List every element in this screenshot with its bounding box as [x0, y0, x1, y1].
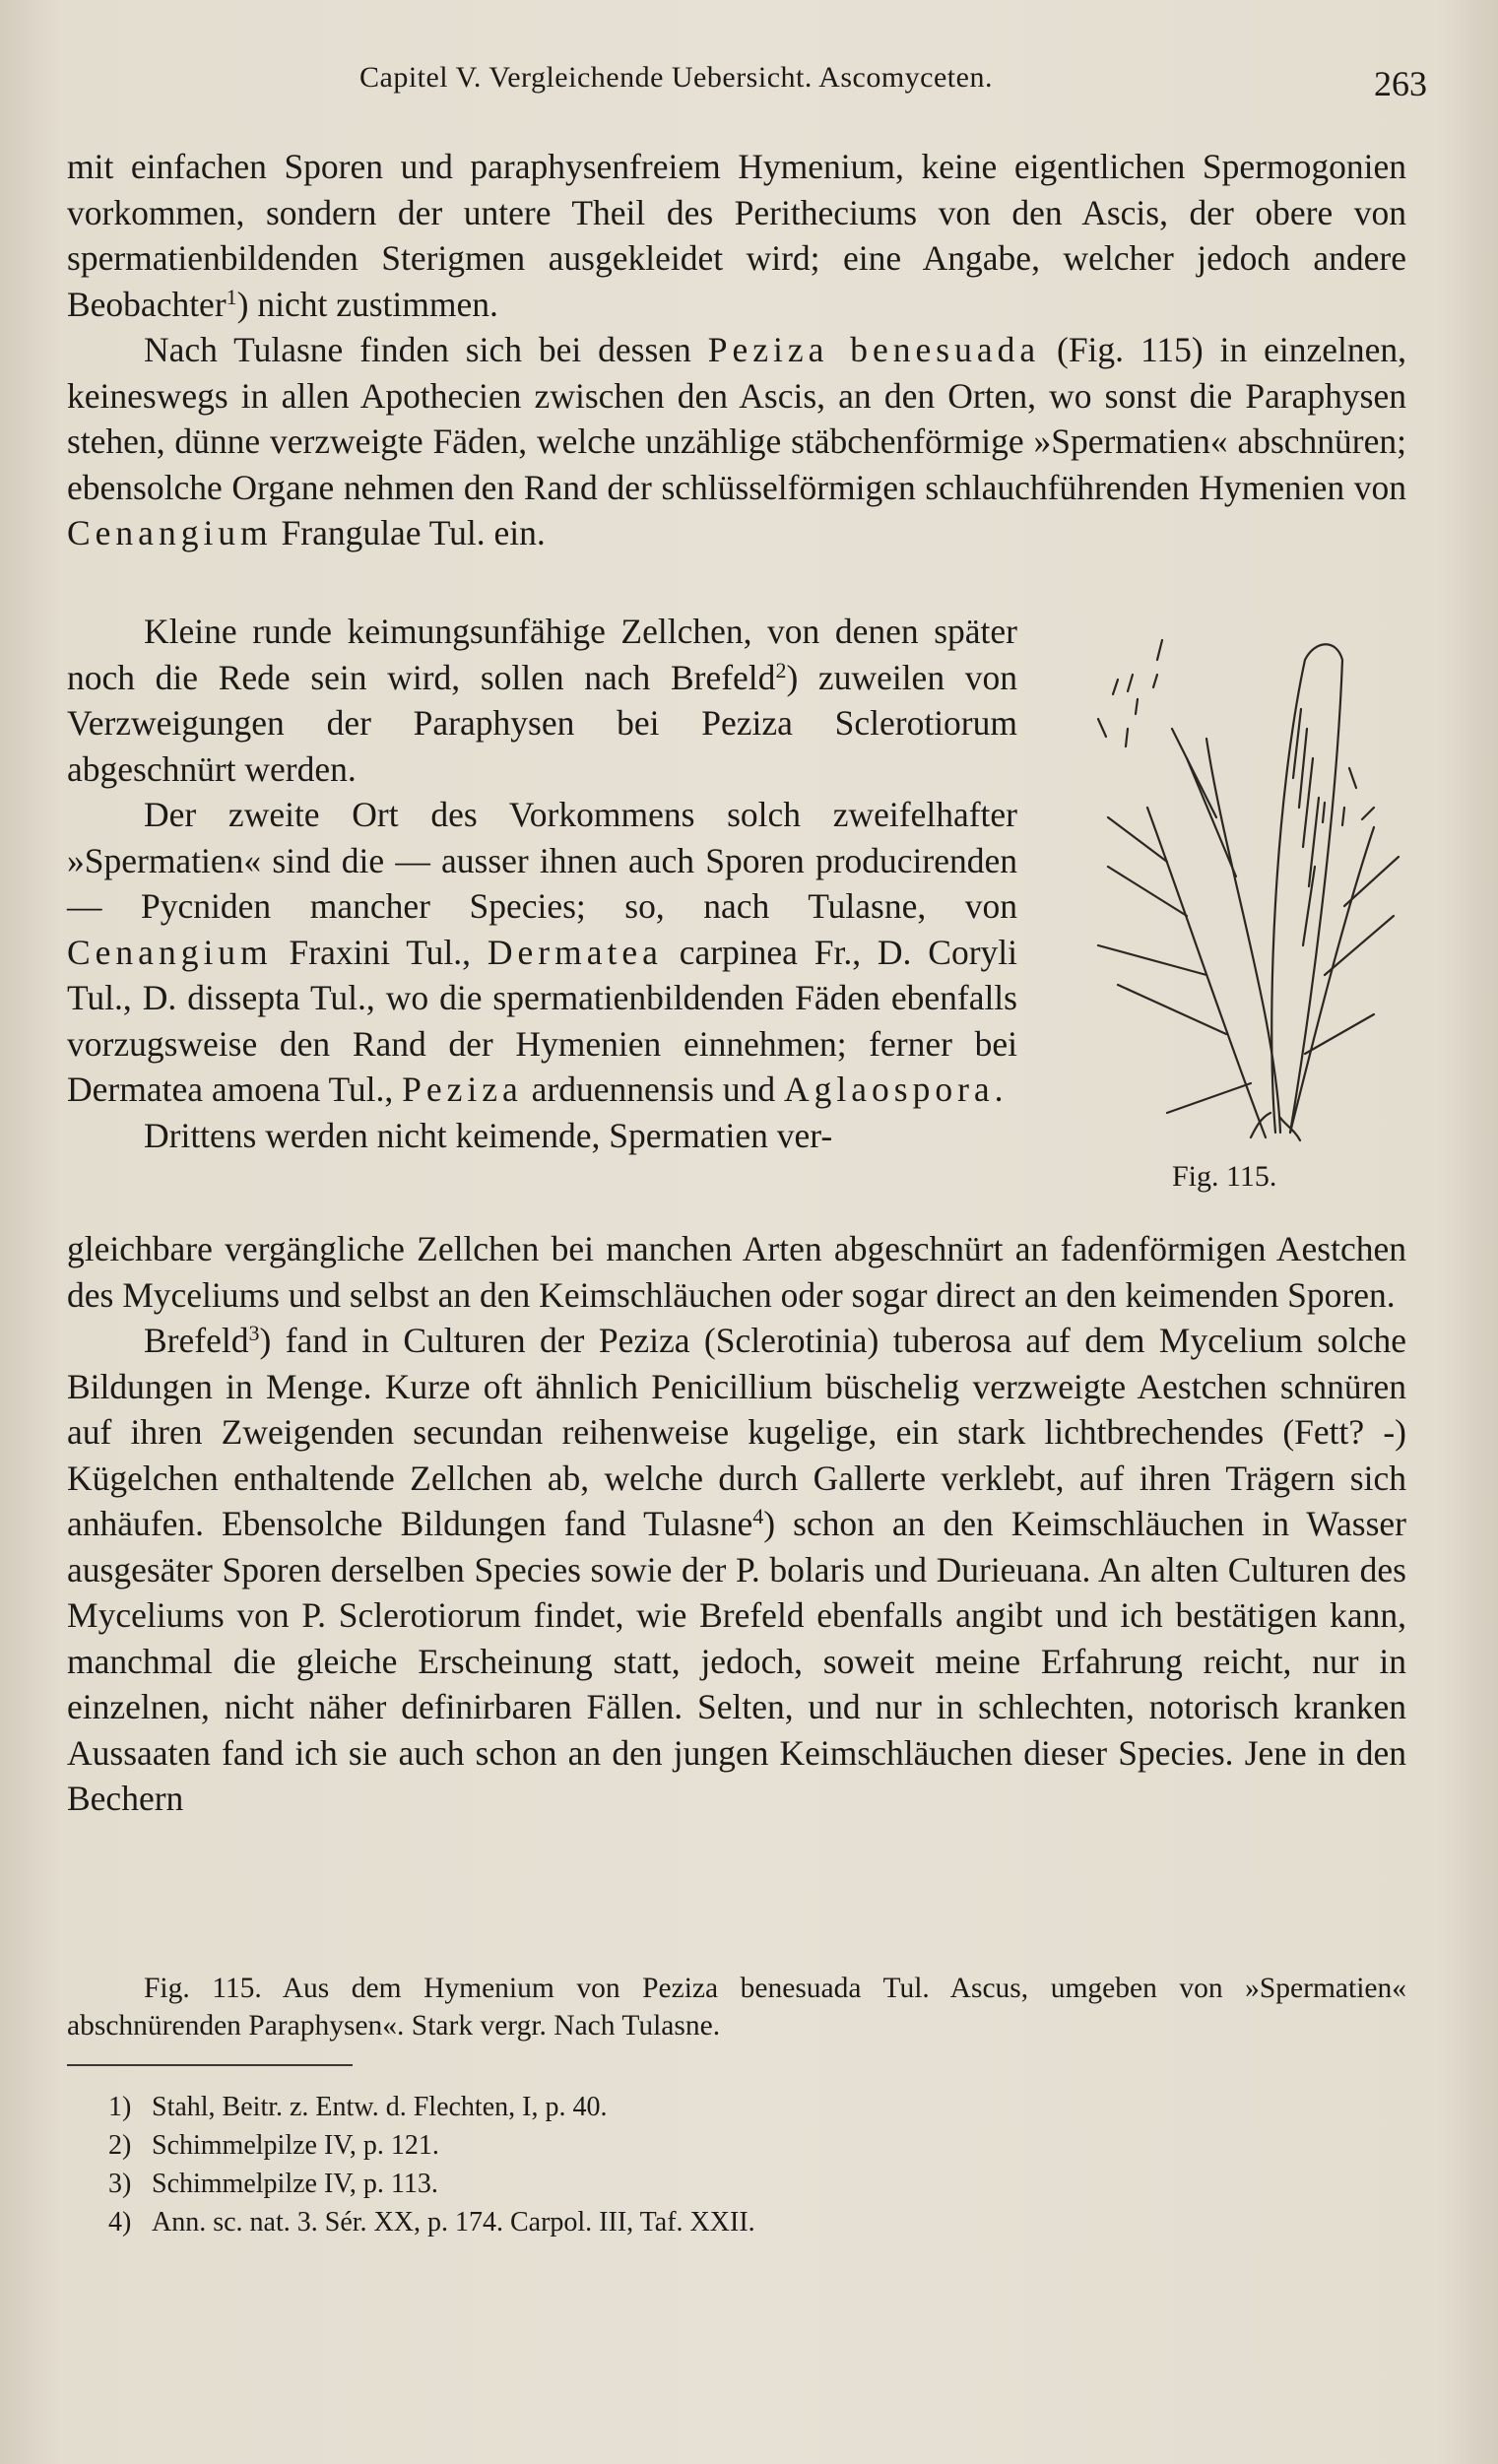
paraphysis-branch: [1147, 808, 1266, 1137]
paragraph-text: Drittens werden nicht keimende, Spermatien ver-: [144, 1115, 833, 1155]
spore-mark: [1303, 758, 1313, 847]
text-block-top: [67, 144, 1406, 556]
running-head: Capitel V. Vergleichende Uebersicht. Ascomyceten.: [359, 61, 993, 94]
paragraph-text: Der zweite Ort des Vorkommens solch zweifelhafter »Spermatien« sind die — ausser ihnen auch Sporen producirenden — Pycniden mancher Species; so, nach Tulasne, von: [67, 795, 1017, 926]
paraphysis-branch: [1118, 985, 1226, 1034]
paragraph-text: Frangulae Tul. ein.: [272, 513, 546, 552]
paraphysis-branch: [1172, 729, 1216, 817]
paragraph: [67, 1318, 1406, 1822]
paragraph-text: (Fig. 115) in einzelnen, keineswegs in allen Apothecien zwischen den Ascis, an den Orten, wo sonst die Paraphysen stehen, dünne verzweigte Fäden, welche unzählige stäbchenförmige »Spermatien« abschnüren; ebensolche Organe nehmen den Rand der schlüsselförmigen schlauchführenden Hymenien von: [67, 330, 1406, 507]
paragraph-text: carpinea Fr., D. Coryli Tul., D. dissepta Tul., wo die spermatienbildenden Fäden ebenfalls vorzugsweise den Rand der Hymenien einnehmen; ferner bei Dermatea amoena Tul.,: [67, 932, 1017, 1109]
base-fibers: [1280, 1118, 1300, 1140]
footnote-ref: 3: [248, 1321, 260, 1345]
footnote-text: Schimmelpilze IV, p. 121.: [152, 2130, 439, 2161]
paragraph: [67, 144, 1406, 327]
footnote-number: 1): [108, 2092, 132, 2122]
spermatium-mark: [1349, 768, 1356, 788]
paraphysis-branch: [1098, 945, 1206, 975]
footnote-ref: 1: [226, 284, 237, 309]
footnote-text: Ann. sc. nat. 3. Sér. XX, p. 174. Carpol. III, Taf. XXII.: [152, 2207, 755, 2237]
ascus-outline: [1271, 644, 1342, 1133]
spermatium-mark: [1323, 803, 1325, 822]
paragraph: [67, 1113, 1017, 1159]
footnote-text: Schimmelpilze IV, p. 113.: [152, 2169, 438, 2199]
paragraph-text: Brefeld: [144, 1321, 249, 1360]
paragraph-text: Nach Tulasne finden sich bei dessen: [144, 330, 708, 369]
spermatium-mark: [1153, 675, 1157, 687]
footnote-number: 2): [108, 2130, 132, 2161]
footnote: [108, 2088, 755, 2126]
page-header: [69, 57, 1427, 116]
paragraph: [67, 609, 1017, 792]
paragraph: [67, 792, 1017, 1113]
figure-caption: Fig. 115. Aus dem Hymenium von Peziza benesuada Tul. Ascus, umgeben von »Spermatien« abschnürenden Paraphysen«. Stark vergr. Nach Tulasne.: [67, 1973, 1406, 2042]
species-name: Cenangium: [67, 513, 273, 552]
footnote-ref: 2: [775, 657, 787, 682]
species-name: Aglaospora: [784, 1070, 995, 1109]
spermatium-mark: [1113, 680, 1118, 694]
paraphysis-branch: [1167, 1083, 1251, 1113]
spermatium-mark: [1136, 699, 1138, 714]
text-block-bottom: [67, 1226, 1406, 1822]
footnotes: [108, 2088, 755, 2241]
paragraph: [67, 1226, 1406, 1318]
paraphysis-branch: [1206, 739, 1280, 1133]
species-name: Cenangium: [67, 932, 273, 972]
paragraph: [67, 327, 1406, 556]
paragraph-text: ) fand in Culturen der Peziza (Sclerotinia) tuberosa auf dem Mycelium solche Bildungen in Menge. Kurze oft ähnlich Penicillium büschelig verzweigte Aestchen schnüren auf ihren Zweigenden secundan reihenweise kugelige, ein stark lichtbrechendes (Fett? -) Kügelchen enthaltende Zellchen ab, welche durch Gallerte verklebt, auf ihren Trägern sich anhäufen. Ebensolche Bildungen fand Tulasne: [67, 1321, 1406, 1543]
footnote: [108, 2203, 755, 2241]
footnote-number: 4): [108, 2207, 132, 2237]
footnote: [108, 2165, 755, 2203]
paraphysis-branch: [1290, 827, 1374, 1133]
footnote-ref: 4: [752, 1504, 764, 1528]
species-name: Peziza benesuada: [707, 330, 1041, 369]
spermatium-mark: [1342, 808, 1344, 825]
footnote-divider: [67, 2064, 353, 2066]
spermatium-mark: [1098, 719, 1106, 737]
paraphysis-branch: [1108, 867, 1187, 916]
page-number: 263: [1374, 64, 1427, 103]
spermatium-mark: [1362, 808, 1374, 819]
spore-mark: [1299, 729, 1307, 808]
spermatium-mark: [1128, 675, 1133, 691]
text-block-beside-figure: [67, 609, 1017, 1158]
paraphysis-branch: [1344, 857, 1399, 906]
footnote-text: Stahl, Beitr. z. Entw. d. Flechten, I, p. 40.: [152, 2092, 608, 2122]
spermatium-mark: [1126, 729, 1128, 746]
paragraph-text: mit einfachen Sporen und paraphysenfreiem Hymenium, keine eigentlichen Spermogonien vorkommen, sondern der untere Theil des Peritheciums von den Ascis, der obere von spermatienbildenden Sterigmen ausgekleidet wird; eine Angabe, welcher jedoch andere Beobachter: [67, 147, 1406, 324]
paragraph-text: gleichbare vergängliche Zellchen bei manchen Arten abgeschnürt an fadenförmigen Aestchen des Myceliums und selbst an den Keimschläuchen oder sogar direct an den keimenden Sporen.: [67, 1229, 1406, 1315]
paraphysis-branch: [1187, 758, 1236, 876]
spermatium-mark: [1157, 640, 1162, 660]
figure-illustration: [1078, 620, 1413, 1152]
footnote: [108, 2126, 755, 2165]
paragraph-text: Kleine runde keimungsunfähige Zellchen, von denen später noch die Rede sein wird, sollen nach Brefeld: [67, 612, 1017, 697]
paragraph-text: ) zuweilen von Verzweigungen der Paraphysen bei Peziza Sclerotiorum abgeschnürt werden.: [67, 657, 1017, 789]
paragraph-text: arduennensis und: [522, 1070, 784, 1109]
species-name: Dermatea: [487, 932, 663, 972]
paragraph-text: Fraxini Tul.,: [272, 932, 488, 972]
paragraph-text: ) nicht zustimmen.: [236, 284, 498, 324]
footnote-number: 3): [108, 2169, 132, 2199]
paragraph-text: ) schon an den Keimschläuchen in Wasser ausgesäter Sporen derselben Species sowie der P. bolaris und Durieuana. An alten Culturen des Myceliums von P. Sclerotiorum findet, wie Brefeld ebenfalls angibt und ich bestätigen kann, manchmal die gleiche Erscheinung statt, jedoch, soweit meine Erfahrung reicht, nur in einzelnen, nicht näher definirbaren Fällen. Selten, und nur in schlechten, notorisch kranken Aussaaten fand ich sie auch schon an den jungen Keimschläuchen dieser Species. Jene in den Bechern: [67, 1504, 1406, 1818]
figure-label: Fig. 115.: [1172, 1160, 1277, 1193]
paragraph-text: .: [994, 1070, 1004, 1109]
species-name: Peziza: [402, 1070, 523, 1109]
paraphysis-branch: [1325, 916, 1394, 975]
